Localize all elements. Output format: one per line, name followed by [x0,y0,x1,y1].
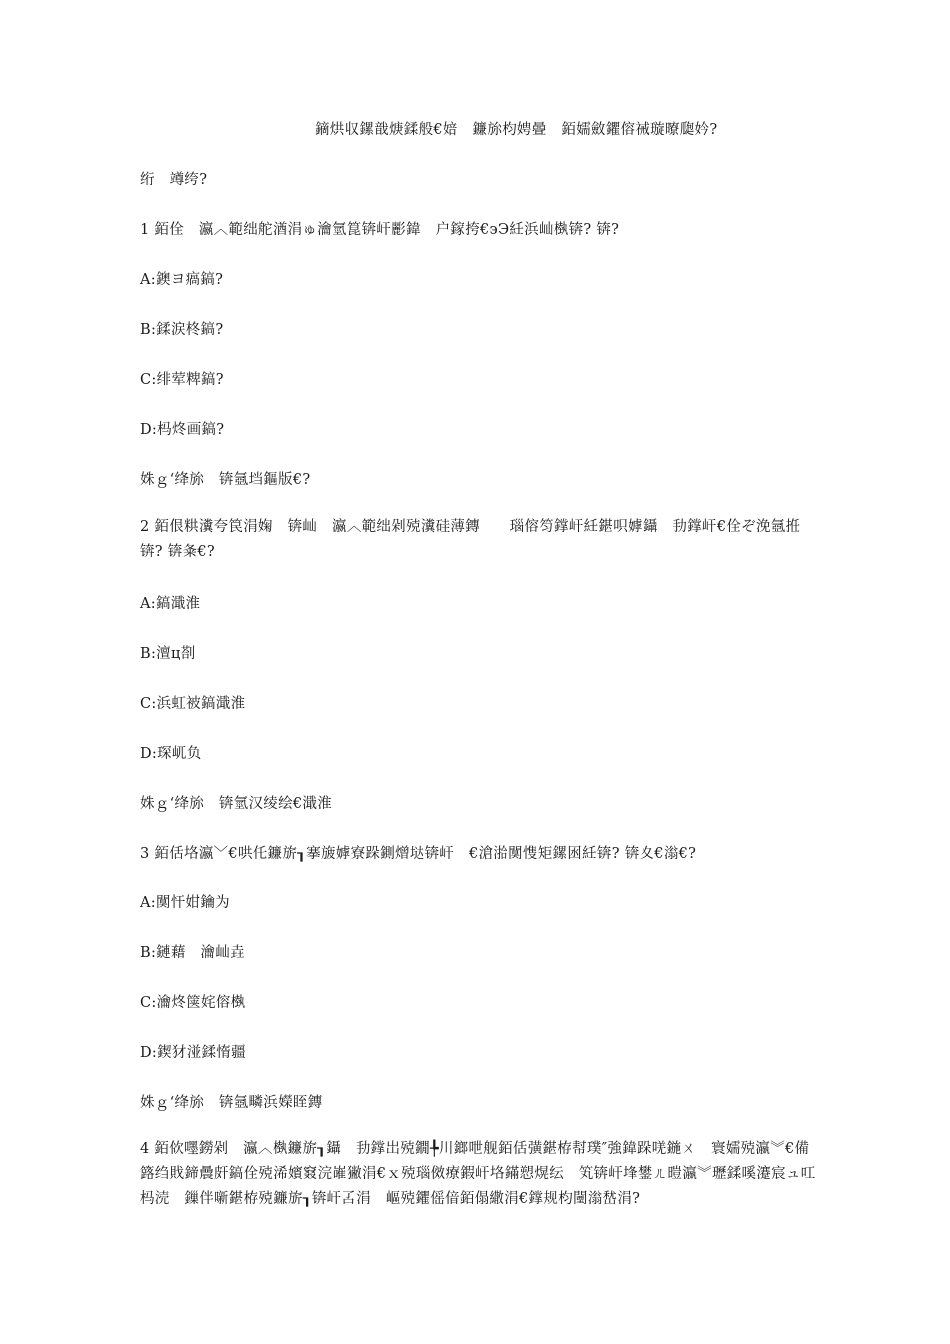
question-2-option-b: B:澶ц剳 [140,646,196,662]
question-2-option-c: C:浜虹被鎬濈淮 [140,696,246,712]
question-3-option-a: A:闃忓姏鑰为 [140,895,230,911]
question-3-option-c: C:瀹炵箧姹傛槸 [140,995,246,1011]
question-1-text: 1 銆佺 瀛︿範绌舵湭涓ゅ瀹氫箟锛屽彲鍏 户鎵挎€эЭ紝浜屾槸锛? 锛? [140,222,620,238]
question-1-option-c: C:绯荤粺鎬? [140,372,224,388]
question-1-answer: 姝ｇ‘绛旀 锛氬垱鏂版€? [140,472,311,488]
question-3-option-d: D:鍥犲湴鍒惰疆 [140,1045,246,1061]
question-1-option-a: A:鐭ヨ瘑鎬? [140,272,224,288]
document-title: 鏑烘収鏍戠焿鍒般€婄 鐮旀枃娉曡 銆嬬斂鑺傛祴璇曢瓟妗? [315,122,718,138]
question-1-option-d: D:杩炵画鎬? [140,422,225,438]
question-2-answer: 姝ｇ‘绛旀 锛氫汉绫绘€濈淮 [140,796,333,812]
question-3-text: 3 銆佸垎瀛﹀€哄仛鐮旂┒搴旇嫭寮跺鍘熷垯锛屽 €滄湁闃愯矩鏍囦紝锛? 锛夊€滃€? [140,846,697,862]
question-3-option-b: B:鏈藉 瀹屾垚 [140,945,245,961]
question-4-text: 4 銆佽嚜鐒剁 瀛︿槸鐮旂┒鑷 劧鐣岀殑鐗╄川鎯呭舰銆佸彉鍖栫幇璞″強鍏跺唴鍦ㄨ 寰嬬殑瀛︾€備簬绉戝鍗曟皯鎬佺殑浠嬪窡浣嶉獙涓€ｘ殑瑙傚療鍜屽垎鏋愬熀纭 笂锛屽埄鐢ㄦ暟瀛︾瓑鍒嗘瀽宸ュ叿杩涜 鏁伴噺鍖栫殑鐮旂┒锛屽叾涓 嶇殑鑺傜偣銆傝繖涓€鐣规枃闉滃嵆涓? [140,1141,816,1207]
section-heading: 绗 竴绔? [140,172,208,188]
question-3-answer: 姝ｇ‘绛旀 锛氬疄浜嬫眰鏄 [140,1095,323,1111]
question-2-text: 2 銆佷粠瀵夸笢涓婅 锛屾 瀛︿範绌剁殑瀵硅薄鏄 瑙傛笉鐣屽紝鍖呮嫭鑷 劧鐣屽€佺ぞ浼氬拰锛? 锛夈€? [140,519,801,560]
question-2-option-a: A:鎬濈淮 [140,596,201,612]
question-2-option-d: D:琛屼负 [140,746,202,762]
question-1-option-b: B:鍒涙柊鎬? [140,322,224,338]
